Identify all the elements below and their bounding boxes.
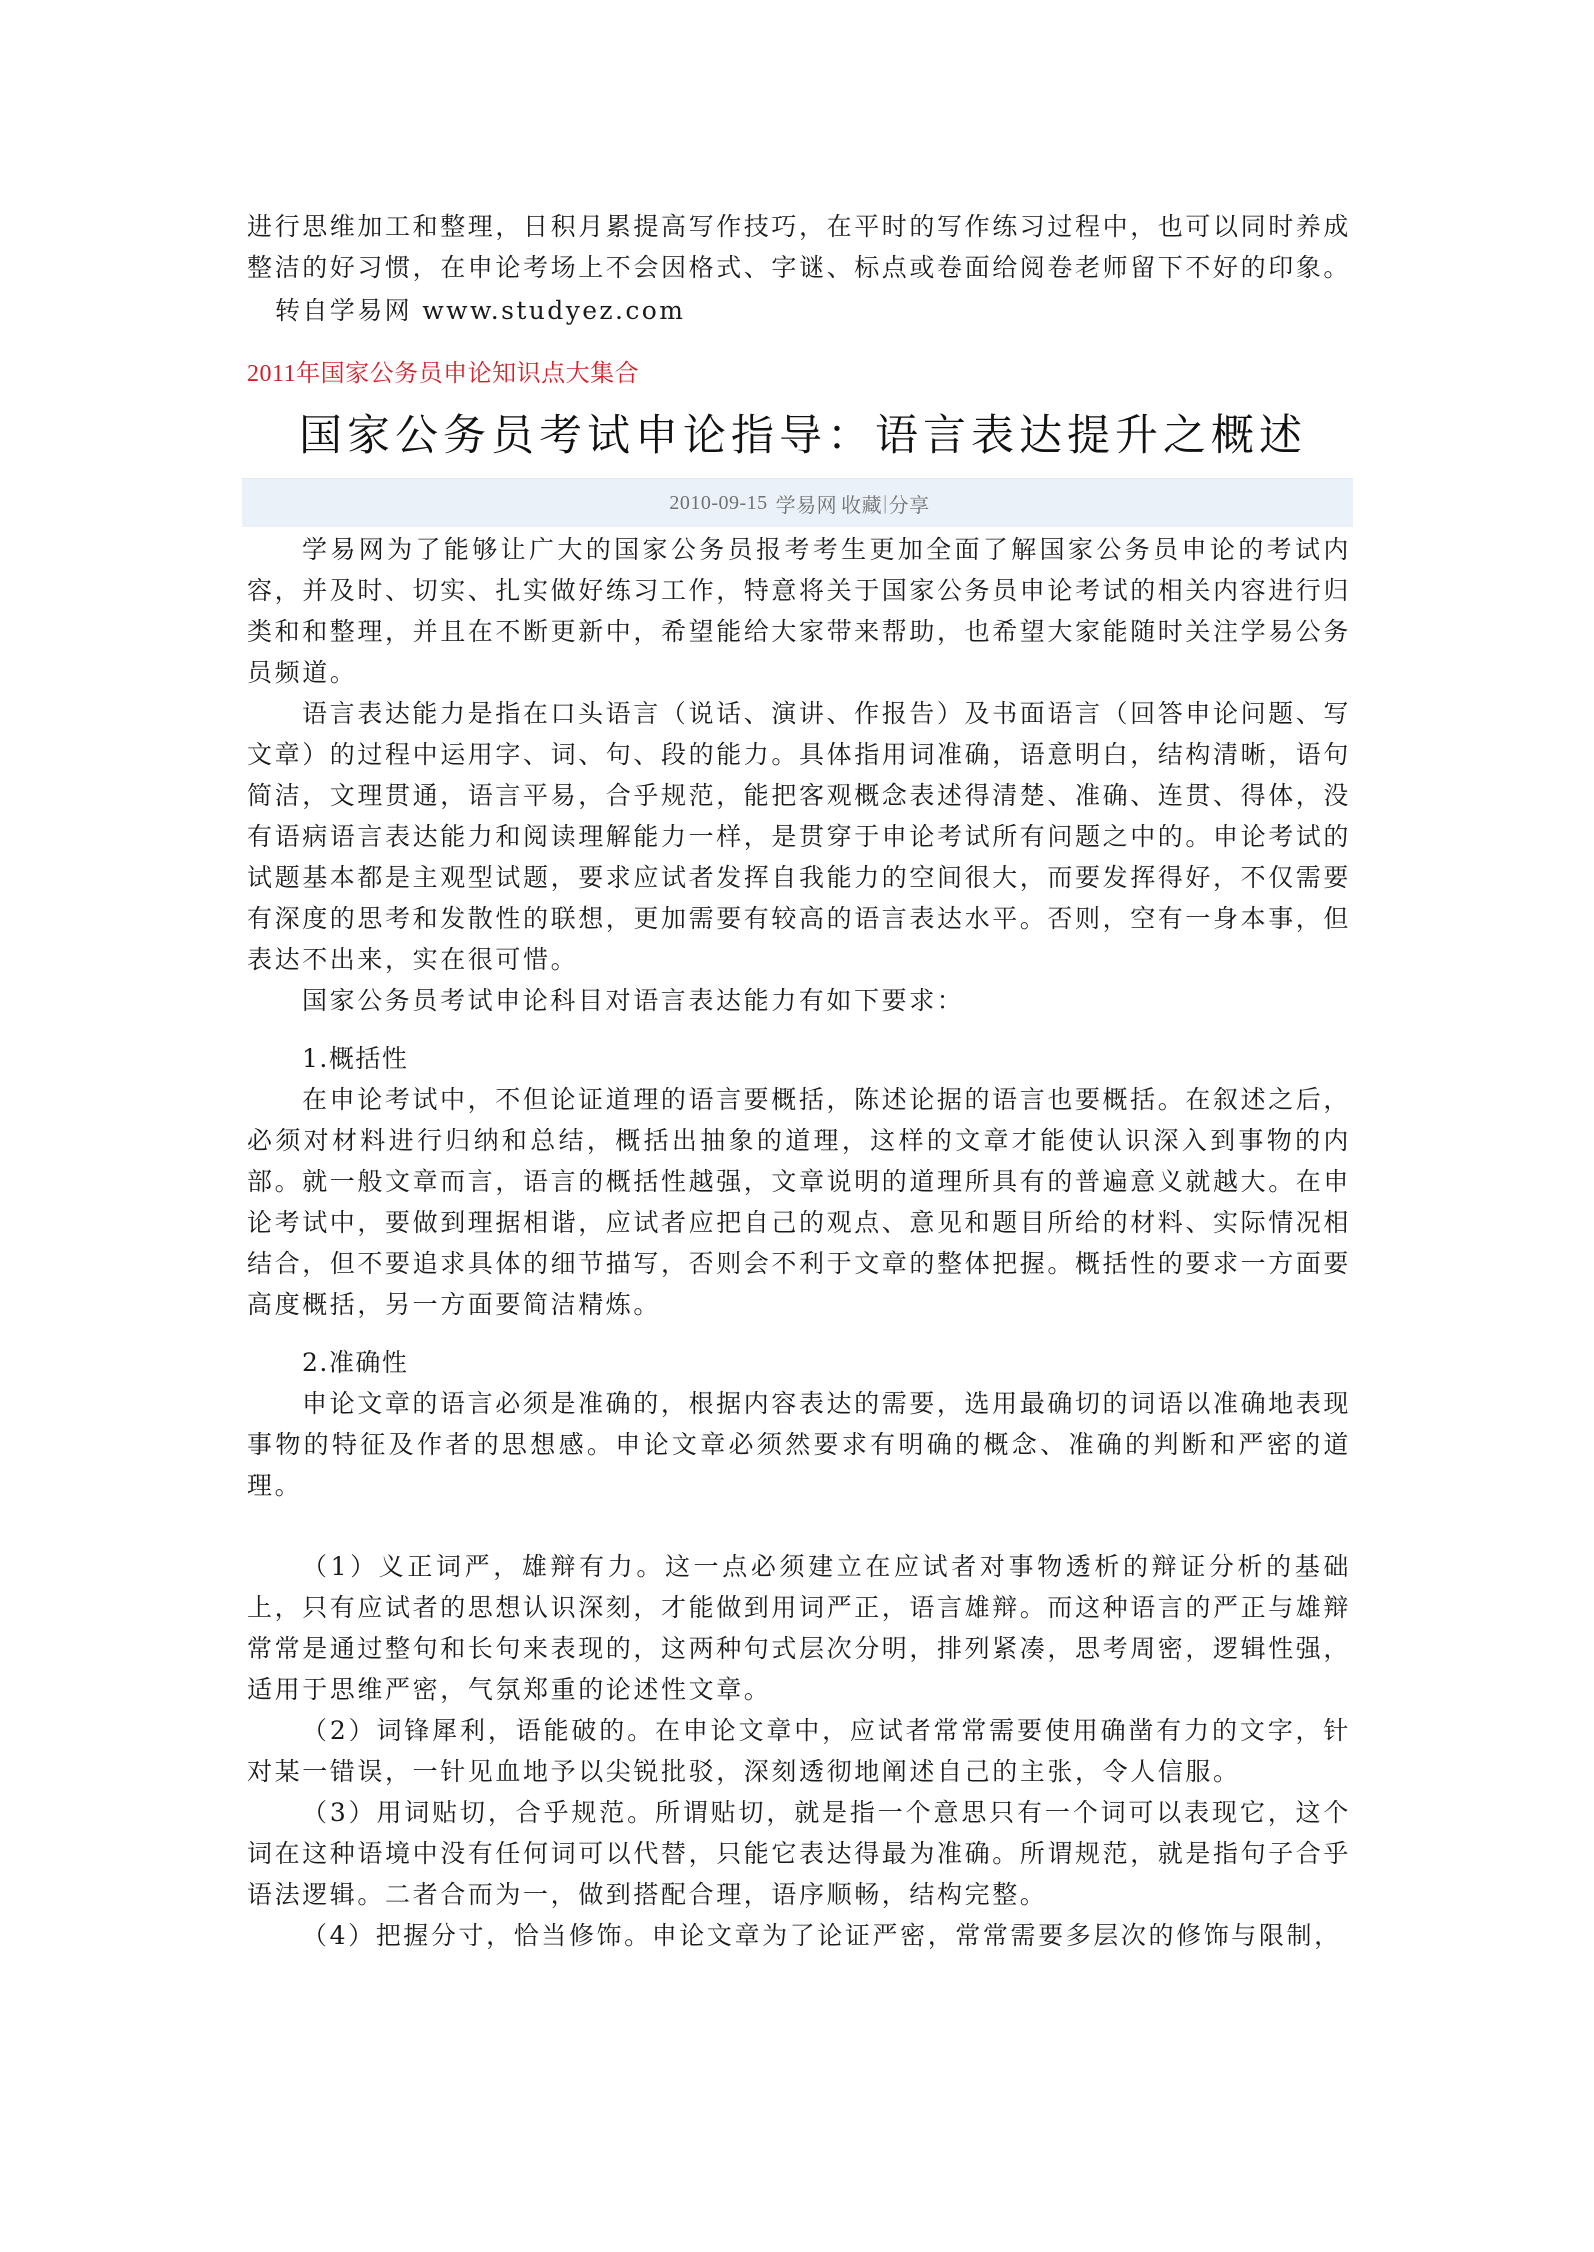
meta-separator: |	[883, 491, 888, 514]
article-meta-bar	[242, 478, 1353, 527]
point-paragraph: （3）用词贴切，合乎规范。所谓贴切，就是指一个意思只有一个词可以表现它，这个词在这种语境中没有任何词可以代替，只能它表达得最为准确。所谓规范，就是指句子合乎语法逻辑。二者合而为一，做到搭配合理，语序顺畅，结构完整。	[247, 1798, 1352, 1909]
section-heading: 2.准确性	[302, 1348, 409, 1377]
article-paragraph: 学易网为了能够让广大的国家公务员报考考生更加全面了解国家公务员申论的考试内容，并及时、切实、扎实做好练习工作，特意将关于国家公务员申论考试的相关内容进行归类和和整理，并且在不断更新中，希望能给大家带来帮助，也希望大家能随时关注学易公务员频道。	[247, 535, 1352, 687]
share-link[interactable]: 分享	[888, 494, 930, 517]
favorite-link[interactable]: 收藏	[841, 494, 883, 517]
section-paragraph: 申论文章的语言必须是准确的，根据内容表达的需要，选用最确切的词语以准确地表现事物的特征及作者的思想感。申论文章必须然要求有明确的概念、准确的判断和严密的道理。	[247, 1389, 1351, 1500]
article-paragraph: 语言表达能力是指在口头语言（说话、演讲、作报告）及书面语言（回答申论问题、写文章）的过程中运用字、词、句、段的能力。具体指用词准确，语意明白，结构清晰，语句简洁，文理贯通，语言平易，合乎规范，能把客观概念表述得清楚、准确、连贯、得体，没有语病语言表达能力和阅读理解能力一样，是贯穿于申论考试所有问题之中的。申论考试的试题基本都是主观型试题，要求应试者发挥自我能力的空间很大，而要发挥得好，不仅需要有深度的思考和发散性的联想，更加需要有较高的语言表达水平。否则，空有一身本事，但表达不出来，实在很可惜。	[247, 699, 1352, 974]
article-paragraph: 国家公务员考试申论科目对语言表达能力有如下要求：	[302, 986, 965, 1015]
document-page	[247, 206, 1351, 1956]
article-date: 2010-09-15	[669, 491, 768, 514]
article-title: 国家公务员考试申论指导：语言表达提升之概述	[299, 411, 1307, 461]
intro-fragment-paragraph: 进行思维加工和整理，日积月累提高写作技巧，在平时的写作练习过程中，也可以同时养成整洁的好习惯，在申论考场上不会因格式、字谜、标点或卷面给阅卷老师留下不好的印象。	[247, 212, 1352, 282]
point-paragraph: （2）词锋犀利，语能破的。在申论文章中，应试者常常需要使用确凿有力的文字，针对某一错误，一针见血地予以尖锐批驳，深刻透彻地阐述自己的主张，令人信服。	[247, 1716, 1351, 1786]
point-paragraph: （4）把握分寸，恰当修饰。申论文章为了论证严密，常常需要多层次的修饰与限制，	[302, 1921, 1342, 1950]
source-note: 转自学易网 www.studyez.com	[275, 296, 686, 325]
series-link[interactable]: 2011年国家公务员申论知识点大集合	[247, 361, 640, 387]
article-site: 学易网	[775, 494, 838, 517]
section-heading: 1.概括性	[302, 1044, 409, 1073]
point-paragraph: （1）义正词严，雄辩有力。这一点必须建立在应试者对事物透析的辩证分析的基础上，只有应试者的思想认识深刻，才能做到用词严正，语言雄辩。而这种语言的严正与雄辩常常是通过整句和长句来表现的，这两种句式层次分明，排列紧凑，思考周密，逻辑性强，适用于思维严密，气氛郑重的论述性文章。	[247, 1552, 1352, 1704]
section-paragraph: 在申论考试中，不但论证道理的语言要概括，陈述论据的语言也要概括。在叙述之后，必须对材料进行归纳和总结，概括出抽象的道理，这样的文章才能使认识深入到事物的内部。就一般文章而言，语言的概括性越强，文章说明的道理所具有的普遍意义就越大。在申论考试中，要做到理据相谐，应试者应把自己的观点、意见和题目所给的材料、实际情况相结合，但不要追求具体的细节描写，否则会不利于文章的整体把握。概括性的要求一方面要高度概括，另一方面要简洁精炼。	[247, 1085, 1352, 1319]
